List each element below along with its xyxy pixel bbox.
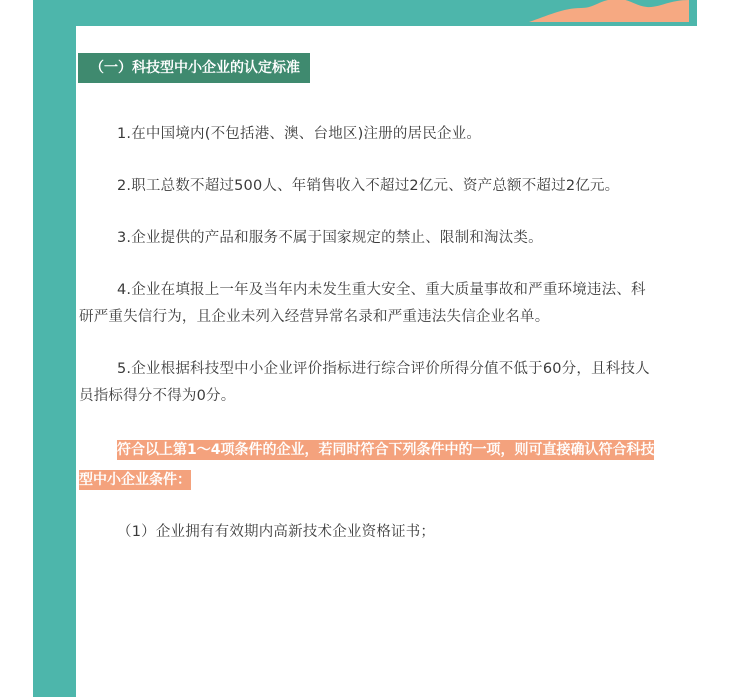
criterion-2: 2.职工总数不超过500人、年销售收入不超过2亿元、资产总额不超过2亿元。 [117, 178, 620, 194]
document-page [76, 26, 697, 697]
condition-1: （1）企业拥有有效期内高新技术企业资格证书； [117, 524, 436, 540]
highlight-note [79, 435, 655, 495]
document-body [79, 121, 655, 546]
criterion-4: 4.企业在填报上一年及当年内未发生重大安全、重大质量事故和严重环境违法、科研严重失信行为，且企业未列入经营异常名录和严重违法失信企业名单。 [79, 282, 646, 325]
criterion-3: 3.企业提供的产品和服务不属于国家规定的禁止、限制和淘汰类。 [117, 230, 543, 246]
criterion-5: 5.企业根据科技型中小企业评价指标进行综合评价所得分值不低于60分，且科技人员指标得分不得为0分。 [79, 361, 650, 404]
section-title: （一）科技型中小企业的认定标准 [78, 53, 310, 83]
page-frame [33, 0, 697, 697]
decorative-wave [529, 0, 689, 22]
criterion-1: 1.在中国境内(不包括港、澳、台地区)注册的居民企业。 [117, 126, 482, 142]
highlight-text: 符合以上第1～4项条件的企业，若同时符合下列条件中的一项，则可直接确认符合科技型中小企业条件： [79, 442, 655, 488]
